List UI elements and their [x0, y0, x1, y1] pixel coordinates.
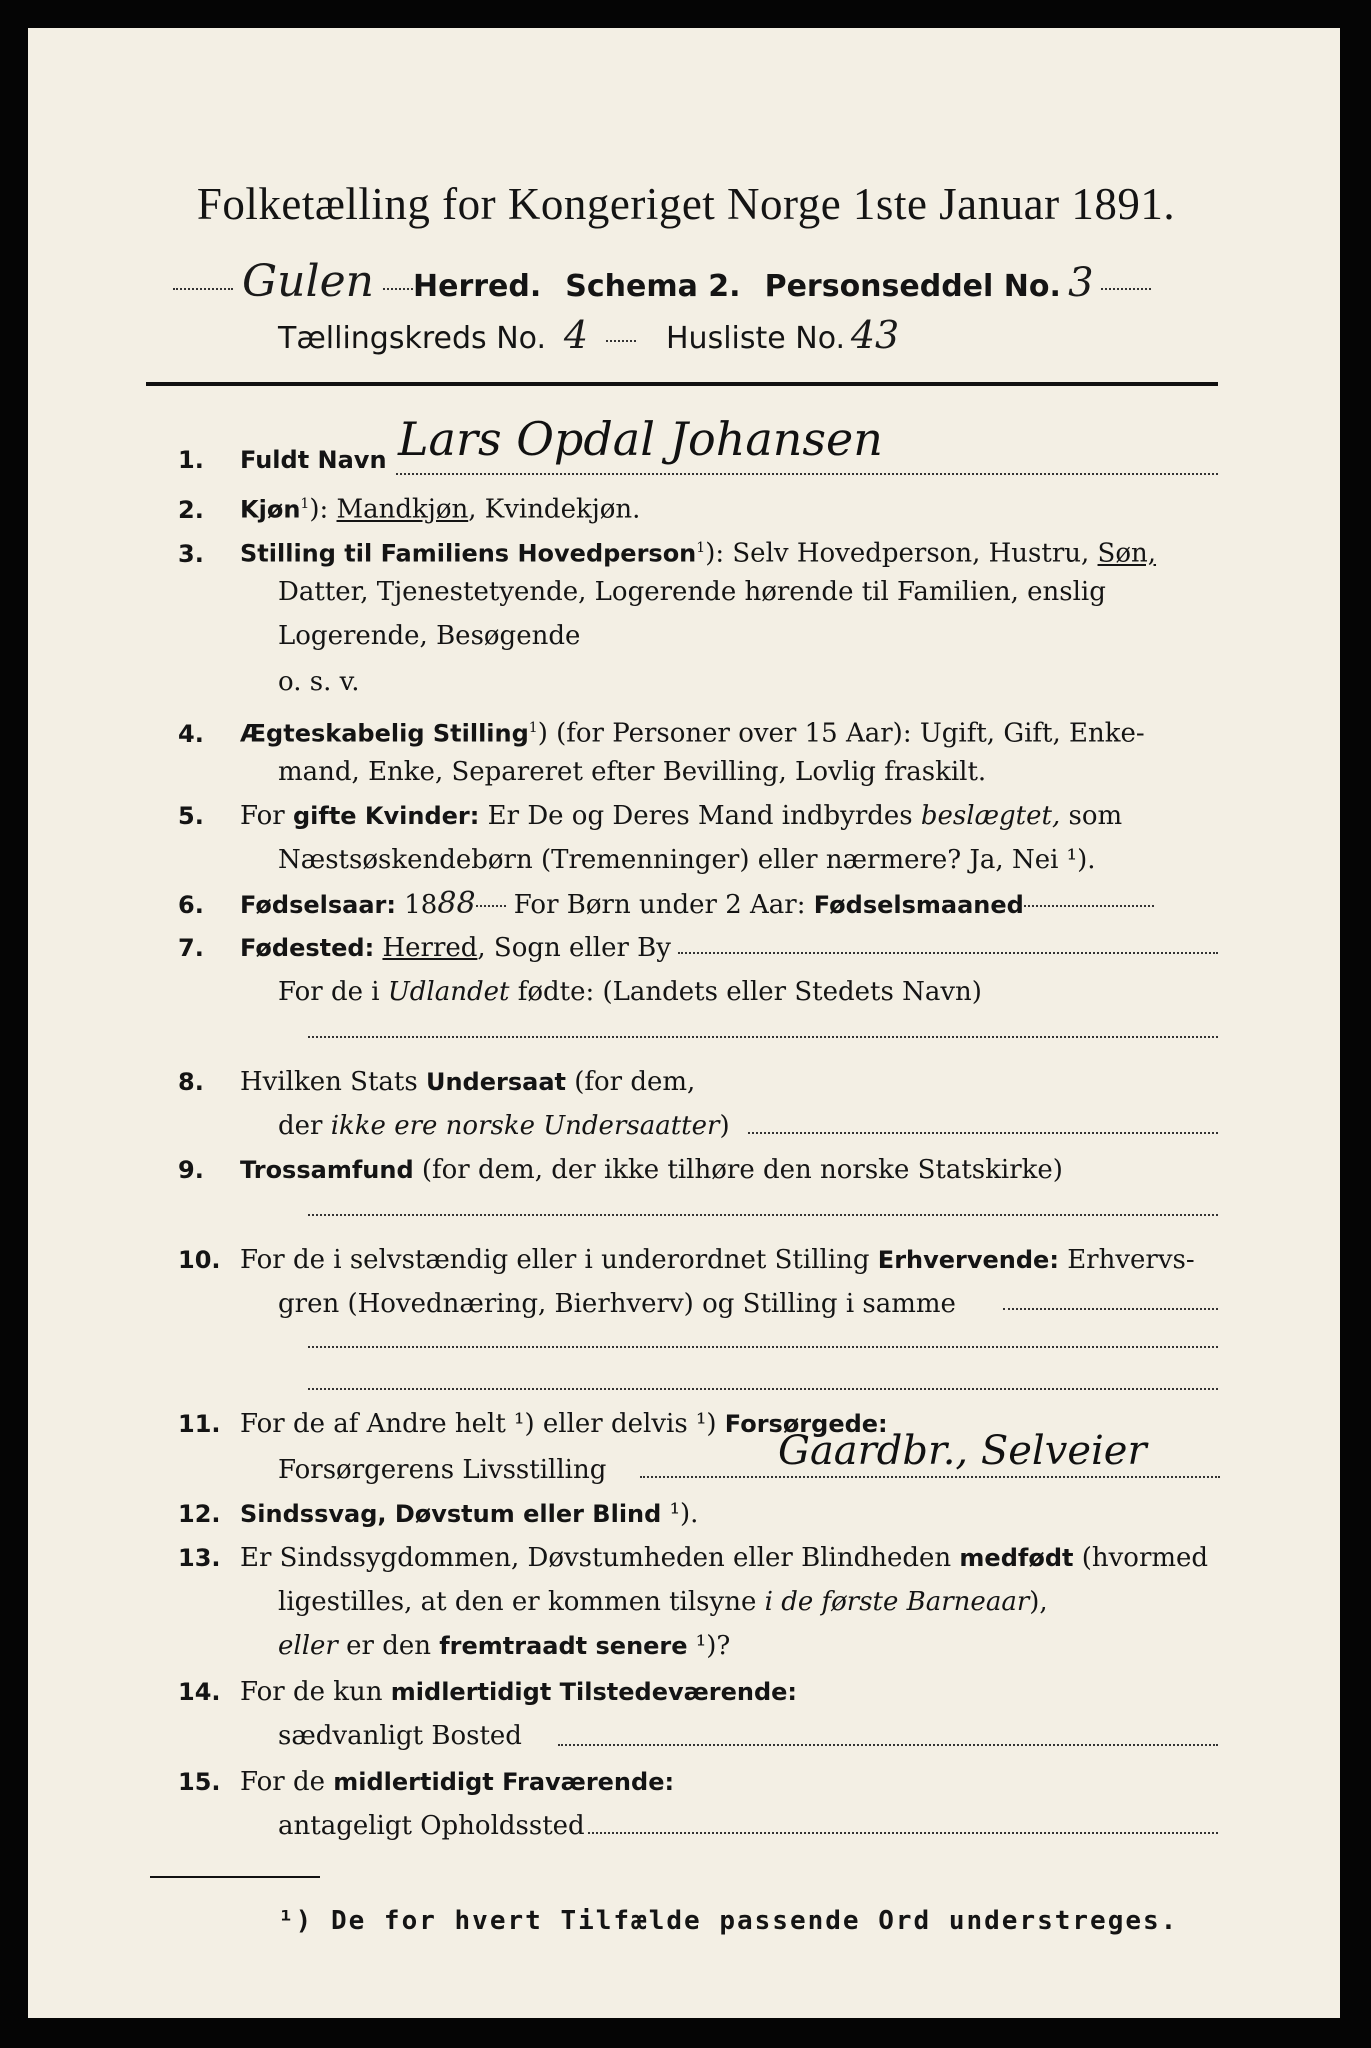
husliste-value: 43	[850, 313, 900, 357]
kreds-value: 4	[563, 313, 589, 357]
fodselsaar-value: 88	[437, 886, 476, 921]
item-2: 2. Kjøn$^1$): Mandkjøn, Kvindekjøn.	[178, 494, 641, 525]
item-13: 13. Er Sindssygdommen, Døvstumheden eller Blindheden medfødt (hvormed	[178, 1543, 1209, 1573]
item-1: 1. Fuldt Navn	[178, 446, 387, 474]
item-7: 7. Fødested: Herred, Sogn eller By	[178, 933, 671, 963]
kreds-label: Tællingskreds No.	[278, 321, 546, 356]
item-11: 11. For de af Andre helt ¹) eller delvis ¹) Forsørgede:	[178, 1409, 888, 1439]
herred-value: Gulen	[242, 256, 374, 307]
header-rule	[146, 382, 1218, 386]
fuldt-navn-value: Lars Opdal Johansen	[398, 412, 883, 466]
item-14: 14. For de kun midlertidigt Tilstedeværende:	[178, 1677, 798, 1707]
item-5: 5. For gifte Kvinder: Er De og Deres Mand indbyrdes beslægtet, som	[178, 801, 1123, 831]
schema-label: Schema 2.	[565, 269, 741, 304]
herred-label: Herred.	[413, 269, 542, 304]
fodested-selected: Herred	[382, 933, 478, 963]
item-4: 4. Ægteskabelig Stilling$^1$) (for Personer over 15 Aar): Ugift, Gift, Enke-	[178, 718, 1145, 749]
herred-row	[173, 256, 1151, 307]
personseddel-label: Personseddel No.	[764, 269, 1061, 304]
footnote-rule	[150, 1876, 320, 1878]
stilling-selected: Søn,	[1097, 538, 1157, 569]
husliste-label: Husliste No.	[666, 321, 846, 356]
item-8: 8. Hvilken Stats Undersaat (for dem,	[178, 1067, 696, 1097]
item-15: 15. For de midlertidigt Fraværende:	[178, 1767, 675, 1797]
item-9: 9. Trossamfund (for dem, der ikke tilhøre den norske Statskirke)	[178, 1155, 1063, 1185]
form-title: Folketælling for Kongeriget Norge 1ste Januar 1891.	[196, 179, 1176, 229]
item-3: 3. Stilling til Familiens Hovedperson$^1$): Selv Hovedperson, Hustru, Søn,	[178, 538, 1157, 569]
fuldt-navn-label: Fuldt Navn	[240, 446, 387, 474]
forsorger-value: Gaardbr., Selveier	[778, 1428, 1147, 1474]
census-form: Folketælling for Kongeriget Norge 1ste Januar 1891. Gulen Herred. Schema 2. Personseddel No. 3 Tællingskreds No. 4 Husliste No. 43 1. Fuldt Navn Lars Opdal Johansen 2. Kjøn$^1$): Mandkjøn, Kvindekjøn. 3. Stilling til Familiens Hovedperson$^1$): Selv Hovedperson, Hustru, Søn, Datter, Tjenestetyende, Logerende hørende til Familien, enslig Logerende, Besøgende o. s. v. 4. Ægteskabelig Stilling$^1$) (for Personer over 15 Aar): Ugift, Gift, Enke- mand, Enke, Separeret efter Bevilling, Lovlig fraskilt. 5. For gifte Kvinder: Er De og Deres Mand indbyrdes beslægtet, som Næstsøskendebørn (Tremenninger) eller nærmere? Ja, Nei ¹). 6. Fødselsaar: 1888 For Børn under 2 Aar: Fødselsmaaned 7. Fødested: Herred, Sogn eller By For de i Udlandet fødte: (Landets eller Stedets Navn) 8. Hvilken Stats Undersaat (for dem, der ikke ere norske Undersaatter) 9. Trossamfund (for dem, der ikke tilhøre den norske Statskirke) 10. For de i selvstændig eller i underordnet Stilling Erhvervende: Erhvervs- gren (Hovednæring, Bierhverv) og Stilling i samme 11. For de af Andre helt ¹) eller delvis ¹) Forsørgede: Forsørgerens Livsstilling Gaardbr., Selveier 12. Sindssvag, Døvstum eller Blind ¹). 13. Er Sindssygdommen, Døvstumheden eller Blindheden medfødt (hvormed ligestilles, at den er kommen tilsyne i de første Barneaar), eller er den fremtraadt senere ¹)? 14. For de kun midlertidigt Tilstedeværende: sædvanligt Bosted 15. For de midlertidigt Fraværende: antageligt Opholdssted ¹) De for hvert Tilfælde passende Ord understreges.	[28, 28, 1340, 2018]
item-10: 10. For de i selvstændig eller i underordnet Stilling Erhvervende: Erhvervs-	[178, 1245, 1195, 1275]
kjon-selected: Mandkjøn	[336, 494, 469, 525]
item-12: 12. Sindssvag, Døvstum eller Blind ¹).	[178, 1499, 699, 1529]
kreds-row	[278, 313, 905, 357]
footnote: ¹) De for hvert Tilfælde passende Ord understreges.	[278, 1906, 1179, 1936]
item-6: 6. Fødselsaar: 1888 For Børn under 2 Aar: Fødselsmaaned	[178, 884, 1154, 925]
personseddel-value: 3	[1068, 260, 1094, 306]
